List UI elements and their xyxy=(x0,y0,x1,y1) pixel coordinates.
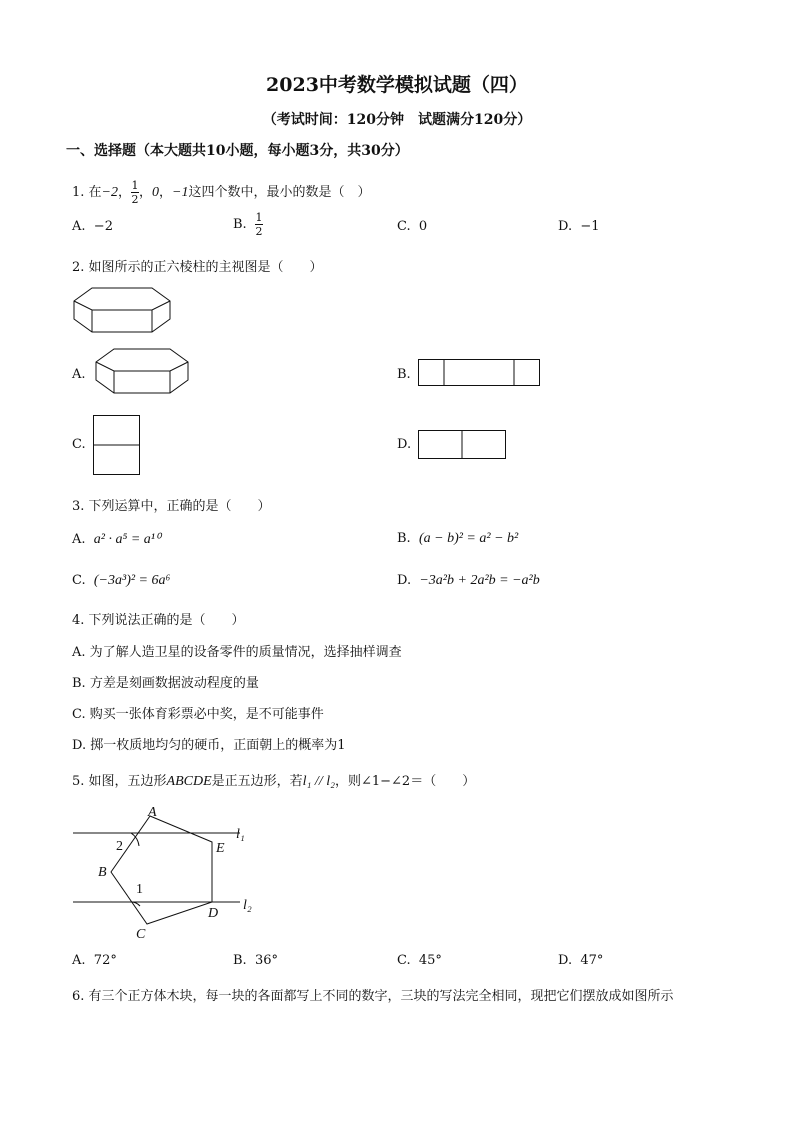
q3-opt-a-letter: A. xyxy=(72,532,86,547)
q4-option-a: A. 为了解人造卫星的设备零件的质量情况，选择抽样调查 xyxy=(72,645,402,660)
q2-option-a-label: A. xyxy=(72,367,86,382)
q3-option-c xyxy=(72,573,170,589)
q5-stem-mid: 是正五边形，若 xyxy=(211,774,303,789)
q5-opt-d-letter: D. xyxy=(558,953,573,968)
angle-1-arc xyxy=(130,902,140,906)
section-heading: 一、选择题（本大题共10小题，每小题3分，共30分） xyxy=(66,143,409,159)
label-angle-1: 1 xyxy=(136,882,143,897)
q1-stem-end: 这四个数中，最小的数是（ ） xyxy=(188,185,371,200)
label-l2: l₂ xyxy=(243,898,252,913)
q5-opt-c-letter: C. xyxy=(397,953,411,968)
label-C: C xyxy=(136,927,146,942)
q1-num-0: 0 xyxy=(152,185,160,200)
label-A: A xyxy=(148,805,157,820)
q5-option-a xyxy=(72,953,117,968)
label-D: D xyxy=(208,906,219,921)
q3-opt-c-expr: (−3a³)² = 6a⁶ xyxy=(93,573,171,588)
question-6: 6. 有三个正方体木块，每一块的各面都写上不同的数字，三块的写法完全相同，现把它们摆放成如图所示 xyxy=(72,989,674,1004)
q1-sep-1: ， xyxy=(118,185,132,200)
label-angle-2: 2 xyxy=(116,839,123,854)
q3-opt-a-expr: a² · a⁵ = a¹⁰ xyxy=(93,532,161,547)
q1-opt-a-letter: A. xyxy=(72,219,86,234)
question-5 xyxy=(72,770,475,790)
pentagon-figure xyxy=(70,806,270,946)
q2-option-a-figure xyxy=(94,347,188,397)
q1-opt-d-letter: D. xyxy=(558,219,573,234)
q3-opt-c-letter: C. xyxy=(72,573,86,588)
q5-option-b xyxy=(233,953,278,968)
label-E: E xyxy=(216,841,225,856)
q1-frac-den: 2 xyxy=(131,193,139,206)
q3-option-d xyxy=(397,573,540,589)
q5-stem-end: ，则∠1−∠2＝（ ） xyxy=(334,774,476,789)
angle-2-arc xyxy=(131,833,139,846)
q1-sep-3: ， xyxy=(159,185,173,200)
q5-opt-c-value: 45° xyxy=(418,953,442,968)
q4-option-d: D. 掷一枚质地均匀的硬币，正面朝上的概率为1 xyxy=(72,738,346,753)
q1-opt-c-value: 0 xyxy=(418,219,428,234)
q1-opt-d-value: −1 xyxy=(580,219,600,234)
q1-opt-b-letter: B. xyxy=(233,217,247,232)
hex-prism-figure xyxy=(72,286,172,336)
q2-option-c-figure xyxy=(93,415,141,476)
label-B: B xyxy=(98,865,107,880)
q1-fraction-half xyxy=(131,180,139,205)
q2-option-d-figure xyxy=(418,430,506,460)
q4-option-c: C. 购买一张体育彩票必中奖，是不可能事件 xyxy=(72,707,324,722)
q2-option-c-label: C. xyxy=(72,437,86,452)
q5-option-c xyxy=(397,953,442,968)
q1-frac-num: 1 xyxy=(131,179,139,192)
q5-condition: l₁ // l₂ xyxy=(302,774,335,789)
q5-option-d xyxy=(558,953,603,968)
question-2: 2. 如图所示的正六棱柱的主视图是（ ） xyxy=(72,260,323,275)
q5-opt-b-value: 36° xyxy=(254,953,278,968)
q5-opt-d-value: 47° xyxy=(580,953,604,968)
q3-option-a xyxy=(72,531,161,548)
q3-opt-b-letter: B. xyxy=(397,531,411,546)
q1-option-d xyxy=(558,219,600,234)
q1-opt-b-num: 1 xyxy=(255,211,263,224)
q1-option-b xyxy=(233,212,263,237)
q3-opt-d-expr: −3a²b + 2a²b = −a²b xyxy=(419,573,540,588)
q1-opt-a-value: −2 xyxy=(93,219,113,234)
q3-option-b xyxy=(397,531,518,547)
exam-title: 2023中考数学模拟试题（四） xyxy=(266,74,528,96)
q5-stem-start: 5. 如图，五边形 xyxy=(72,774,167,789)
q4-option-b: B. 方差是刻画数据波动程度的量 xyxy=(72,676,259,691)
question-4: 4. 下列说法正确的是（ ） xyxy=(72,613,245,628)
q1-sep-2: ， xyxy=(139,185,153,200)
q1-option-c xyxy=(397,219,427,234)
q3-opt-d-letter: D. xyxy=(397,573,412,588)
pentagon-shape xyxy=(111,816,212,924)
q2-option-b-figure xyxy=(418,359,540,387)
q1-stem-start: 1. 在 xyxy=(72,185,102,200)
q1-num-neg2: −2 xyxy=(101,185,118,200)
q1-opt-c-letter: C. xyxy=(397,219,411,234)
q2-option-b-label: B. xyxy=(397,367,411,382)
q5-opt-a-value: 72° xyxy=(93,953,117,968)
q5-opt-a-letter: A. xyxy=(72,953,86,968)
q5-opt-b-letter: B. xyxy=(233,953,247,968)
q1-num-neg1: −1 xyxy=(172,185,189,200)
label-l1: l₁ xyxy=(236,827,245,842)
question-3: 3. 下列运算中，正确的是（ ） xyxy=(72,499,271,514)
q2-option-d-label: D. xyxy=(397,437,412,452)
q1-opt-b-fraction xyxy=(255,212,263,237)
exam-subtitle: （考试时间：120分钟 试题满分120分） xyxy=(262,112,532,128)
q1-opt-b-den: 2 xyxy=(255,225,263,238)
question-1 xyxy=(72,180,371,205)
q3-opt-b-expr: (a − b)² = a² − b² xyxy=(418,531,519,546)
q5-pentagon-name: ABCDE xyxy=(166,774,212,789)
q1-option-a xyxy=(72,219,113,234)
